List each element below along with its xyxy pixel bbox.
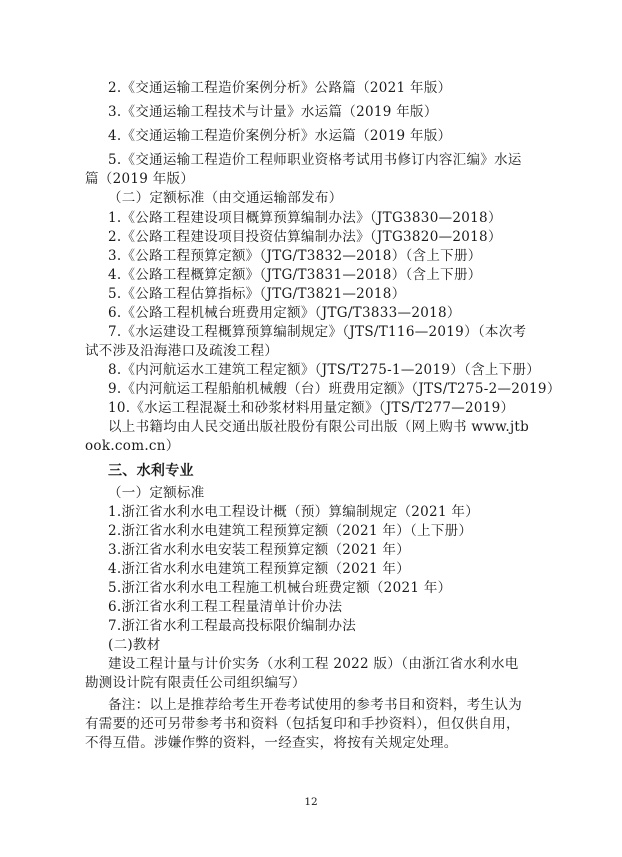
list-item-continuation: 试不涉及沿海港口及疏浚工程） <box>85 343 279 359</box>
list-item-continuation: 篇（2019 年版） <box>85 171 195 187</box>
list-item: 5.浙江省水利水电工程施工机械台班费定额（2021 年） <box>108 580 452 596</box>
list-item: 5.《交通运输工程造价工程师职业资格考试用书修订内容汇编》水运 <box>108 152 522 168</box>
paragraph-continuation: ook.com.cn） <box>85 438 180 454</box>
list-item: 6.《公路工程机械台班费用定额》（JTG/T3833—2018） <box>108 305 461 321</box>
section-subheading: （一）定额标准 <box>108 485 205 501</box>
note-paragraph-continuation: 不得互借。涉嫌作弊的资料，一经查实，将按有关规定处理。 <box>85 735 458 751</box>
list-item: 10.《水运工程混凝土和砂浆材料用量定额》（JTS/T277—2019） <box>108 400 515 416</box>
list-item: 1.《公路工程建设项目概算预算编制办法》（JTG3830—2018） <box>108 210 502 226</box>
section-subheading: (二)教材 <box>108 637 161 653</box>
list-item: 4.《公路工程概算定额》（JTG/T3831—2018）（含上下册） <box>108 267 482 283</box>
list-item: 3.《交通运输工程技术与计量》水运篇（2019 年版） <box>108 104 438 120</box>
list-item: 2.《公路工程建设项目投资估算编制办法》（JTG3820—2018） <box>108 229 502 245</box>
list-item: 8.《内河航运水工建筑工程定额》（JTS/T275-1—2019）（含上下册） <box>108 362 541 378</box>
list-item: 4.浙江省水利水电建筑工程预算定额（2021 年） <box>108 561 411 577</box>
paragraph-continuation: 勘测设计院有限责任公司组织编写） <box>85 675 306 691</box>
list-item: 5.《公路工程估算指标》（JTG/T3821—2018） <box>108 286 406 302</box>
list-item: 7.浙江省水利工程最高投标限价编制办法 <box>108 618 357 634</box>
list-item: 4.《交通运输工程造价案例分析》水运篇（2019 年版） <box>108 128 452 144</box>
list-item: 2.浙江省水利水电建筑工程预算定额（2021 年）（上下册） <box>108 523 473 539</box>
list-item: 2.《交通运输工程造价案例分析》公路篇（2021 年版） <box>108 80 452 96</box>
list-item: 3.《公路工程预算定额》（JTG/T3832—2018）（含上下册） <box>108 248 482 264</box>
section-subheading: （二）定额标准（由交通运输部发布） <box>108 190 343 206</box>
paragraph: 建设工程计量与计价实务（水利工程 2022 版）（由浙江省水利水电 <box>108 656 519 672</box>
list-item: 9.《内河航运工程船舶机械艘（台）班费用定额》（JTS/T275-2—2019） <box>108 381 561 397</box>
list-item: 6.浙江省水利工程工程量清单计价办法 <box>108 599 343 615</box>
section-heading: 三、水利专业 <box>108 463 194 479</box>
list-item: 3.浙江省水利水电安装工程预算定额（2021 年） <box>108 542 411 558</box>
page-number: 12 <box>304 796 318 808</box>
list-item: 7.《水运建设工程概算预算编制规定》（JTS/T116—2019）（本次考 <box>108 324 527 340</box>
note-paragraph: 备注：以上是推荐给考生开卷考试使用的参考书目和资料，考生认为 <box>108 697 522 713</box>
note-paragraph-continuation: 有需要的还可另带参考书和资料（包括复印和手抄资料），但仅供自用， <box>85 716 520 732</box>
list-item: 1.浙江省水利水电工程设计概（预）算编制规定（2021 年） <box>108 504 480 520</box>
paragraph: 以上书籍均由人民交通出版社股份有限公司出版（网上购书 www.jtb <box>108 419 530 435</box>
